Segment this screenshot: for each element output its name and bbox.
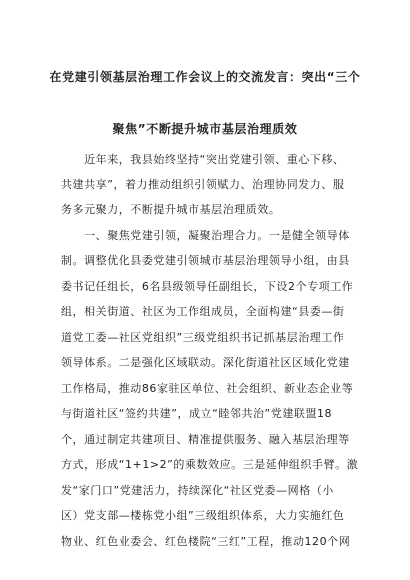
body-line-1: 近年来，我县始终坚持“突出党建引领、重心下移、 xyxy=(61,153,345,166)
body-line-7: 组，相关街道、社区为工作组成员，全面构建“县委—街 xyxy=(61,305,345,318)
body-line-5: 制。调整优化县委党建引领城市基层治理领导小组，由县 xyxy=(61,254,350,267)
body-line-10: 工作格局，推动86家驻区单位、社会组织、新业态企业等 xyxy=(61,382,354,395)
body-line-4: 一、聚焦党建引领，凝聚治理合力。一是健全领导体 xyxy=(61,229,350,242)
body-line-12: 个，通过制定共建项目、精准提供服务、融入基层治理等 xyxy=(61,433,350,446)
body-line-3: 务多元聚力，不断提升城市基层治理质效。 xyxy=(61,203,281,216)
body-line-13: 方式，形成“1+1>2”的乘数效应。三是延伸组织手臂。激 xyxy=(61,458,359,471)
body-line-11: 与街道社区“签约共建”，成立“睦邻共治”党建联盟18 xyxy=(61,407,333,420)
document-title-line-1: 在党建引领基层治理工作会议上的交流发言：突出“三个 xyxy=(49,70,361,84)
body-line-8: 道党工委—社区党组织”三级党组织书记抓基层治理工作 xyxy=(61,331,345,344)
body-line-6: 委书记任组长，6名县级领导任副组长，下设2个专项工作 xyxy=(61,280,354,293)
body-line-16: 物业、红色业委会、红色楼院“三红”工程，推动120个网 xyxy=(61,535,351,548)
body-line-2: 共建共享”，着力推动组织引领赋力、治理协同发力、服 xyxy=(61,178,345,191)
body-line-15: 区）党支部—楼栋党小组”三级组织体系，大力实施红色 xyxy=(61,509,345,522)
body-line-9: 领导体系。二是强化区域联动。深化街道社区区域化党建 xyxy=(61,356,350,369)
document-title-line-2: 聚焦”不断提升城市基层治理质效 xyxy=(112,122,298,136)
body-line-14: 发“家门口”党建活力，持续深化“社区党委—网格（小 xyxy=(61,484,334,497)
